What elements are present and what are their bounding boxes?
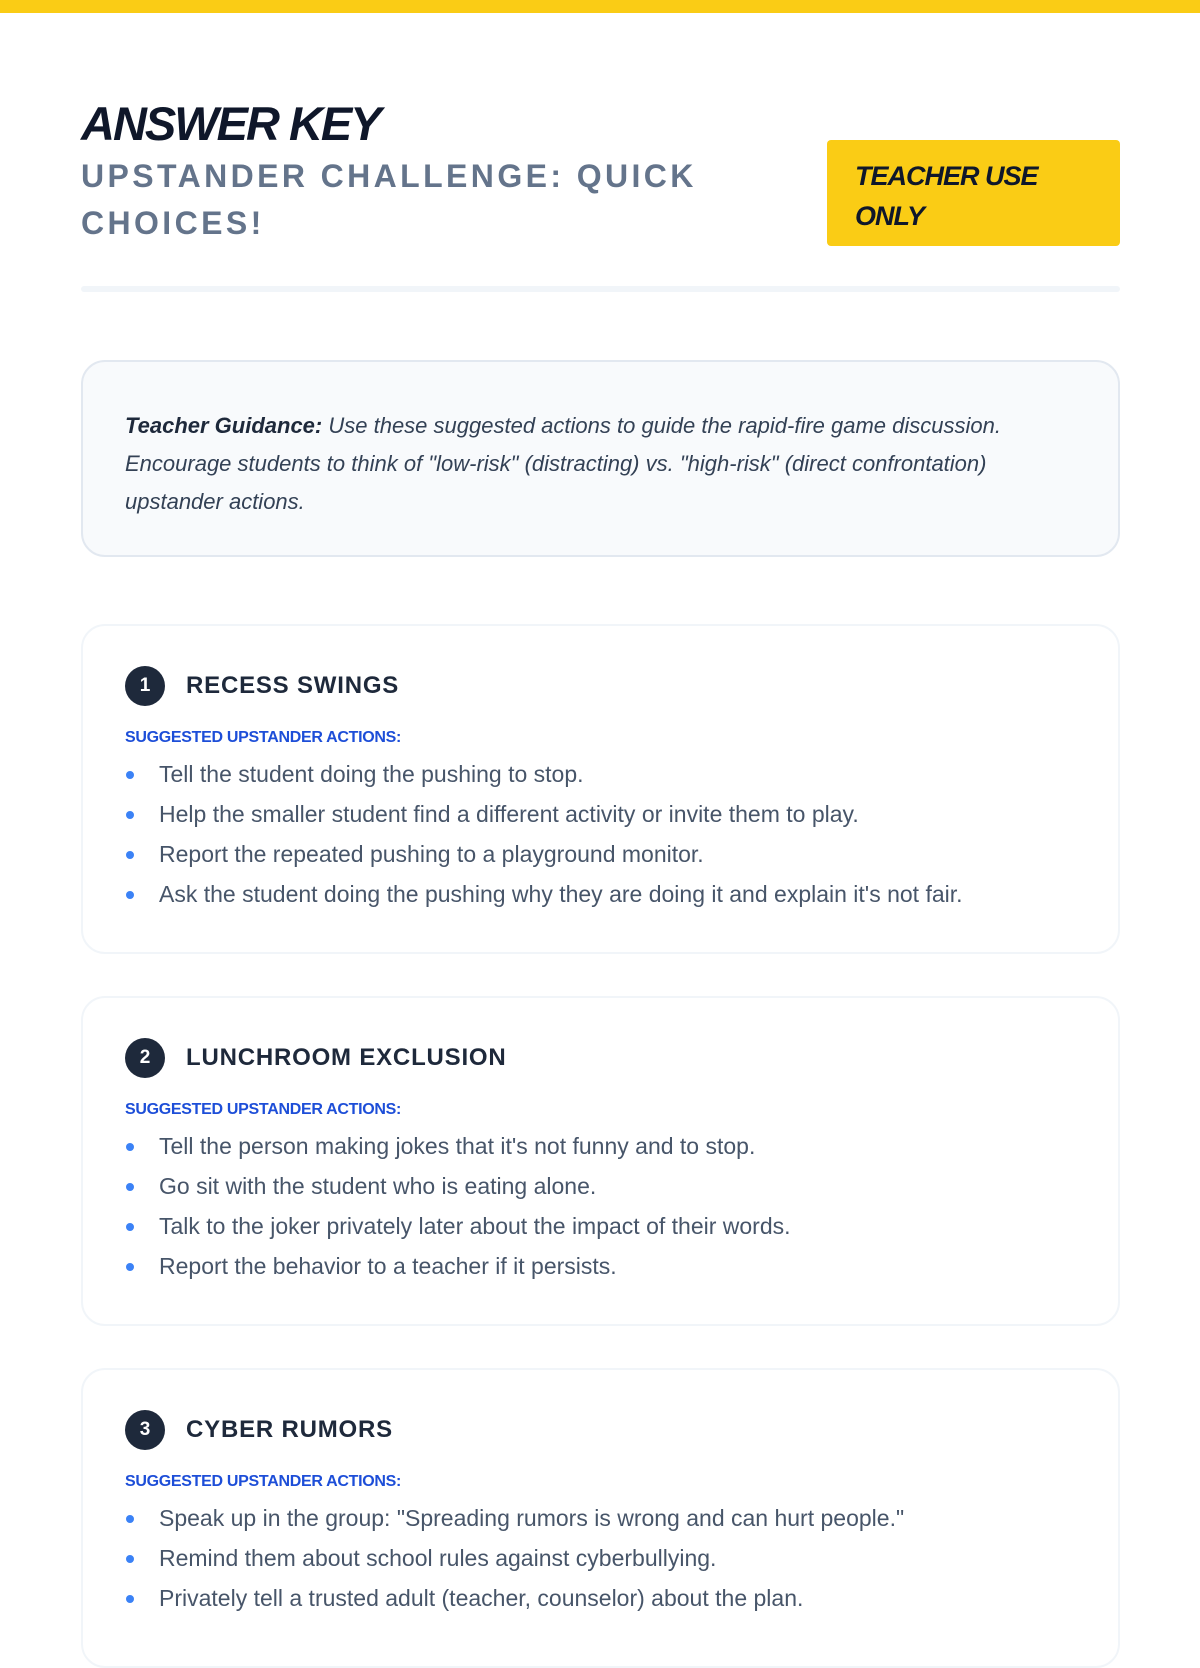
- scenario-header: [125, 1038, 1076, 1078]
- action-list: [125, 754, 1076, 914]
- action-text: Ask the student doing the pushing why they are doing it and explain it's not fair.: [159, 881, 963, 907]
- action-item: [125, 1166, 1076, 1206]
- bullet-icon: [126, 1183, 134, 1191]
- action-item: [125, 1578, 1076, 1618]
- scenario-header: [125, 666, 1076, 706]
- bullet-icon: [126, 1515, 134, 1523]
- bullet-icon: [126, 851, 134, 859]
- action-item: [125, 1498, 1076, 1538]
- action-item: [125, 1538, 1076, 1578]
- teacher-use-badge: TEACHER USE ONLY: [827, 140, 1120, 246]
- teacher-guidance-box: [81, 360, 1120, 557]
- bullet-icon: [126, 811, 134, 819]
- scenario-title: RECESS SWINGS: [186, 672, 400, 699]
- action-text: Speak up in the group: "Spreading rumors is wrong and can hurt people.": [159, 1505, 905, 1531]
- bullet-icon: [126, 1223, 134, 1231]
- bullet-icon: [126, 891, 134, 899]
- page-subtitle: UPSTANDER CHALLENGE: QUICK CHOICES!: [81, 158, 697, 241]
- bullet-icon: [126, 1263, 134, 1271]
- scenario-number-badge: 2: [125, 1038, 165, 1078]
- guidance-label: Teacher Guidance:: [125, 413, 323, 438]
- page-title: ANSWER KEY: [81, 97, 380, 150]
- scenario-number-badge: 1: [125, 666, 165, 706]
- bullet-icon: [126, 1595, 134, 1603]
- scenario-title: CYBER RUMORS: [186, 1416, 393, 1443]
- guidance-text: Use these suggested actions to guide the rapid-fire game discussion. Encourage students to think of "low-risk" (distracting) vs. "high-risk" (direct confrontation) upstander actions.: [125, 413, 1001, 514]
- action-text: Help the smaller student find a different activity or invite them to play.: [159, 801, 859, 827]
- action-text: Remind them about school rules against cyberbullying.: [159, 1545, 717, 1571]
- scenario-header: [125, 1410, 1076, 1450]
- scenario-card: [81, 996, 1120, 1326]
- action-item: [125, 874, 1076, 914]
- action-text: Tell the student doing the pushing to stop.: [159, 761, 584, 787]
- action-list: [125, 1498, 1076, 1618]
- page-header: [81, 96, 1120, 256]
- action-text: Report the behavior to a teacher if it persists.: [159, 1253, 617, 1279]
- bullet-icon: [126, 771, 134, 779]
- action-item: [125, 834, 1076, 874]
- action-text: Privately tell a trusted adult (teacher, counselor) about the plan.: [159, 1585, 804, 1611]
- top-accent-bar: [0, 0, 1200, 13]
- action-item: [125, 1246, 1076, 1286]
- scenario-card: [81, 624, 1120, 954]
- action-text: Talk to the joker privately later about the impact of their words.: [159, 1213, 791, 1239]
- action-list: [125, 1126, 1076, 1286]
- action-item: [125, 1206, 1076, 1246]
- bullet-icon: [126, 1555, 134, 1563]
- header-divider: [81, 286, 1120, 292]
- actions-label: SUGGESTED UPSTANDER ACTIONS:: [125, 1473, 402, 1490]
- actions-label: SUGGESTED UPSTANDER ACTIONS:: [125, 729, 402, 746]
- scenario-number-badge: 3: [125, 1410, 165, 1450]
- scenario-card: [81, 1368, 1120, 1668]
- action-text: Tell the person making jokes that it's not funny and to stop.: [159, 1133, 756, 1159]
- actions-label: SUGGESTED UPSTANDER ACTIONS:: [125, 1101, 402, 1118]
- scenario-title: LUNCHROOM EXCLUSION: [186, 1044, 507, 1071]
- action-item: [125, 754, 1076, 794]
- action-item: [125, 1126, 1076, 1166]
- action-text: Report the repeated pushing to a playground monitor.: [159, 841, 704, 867]
- action-item: [125, 794, 1076, 834]
- action-text: Go sit with the student who is eating alone.: [159, 1173, 597, 1199]
- bullet-icon: [126, 1143, 134, 1151]
